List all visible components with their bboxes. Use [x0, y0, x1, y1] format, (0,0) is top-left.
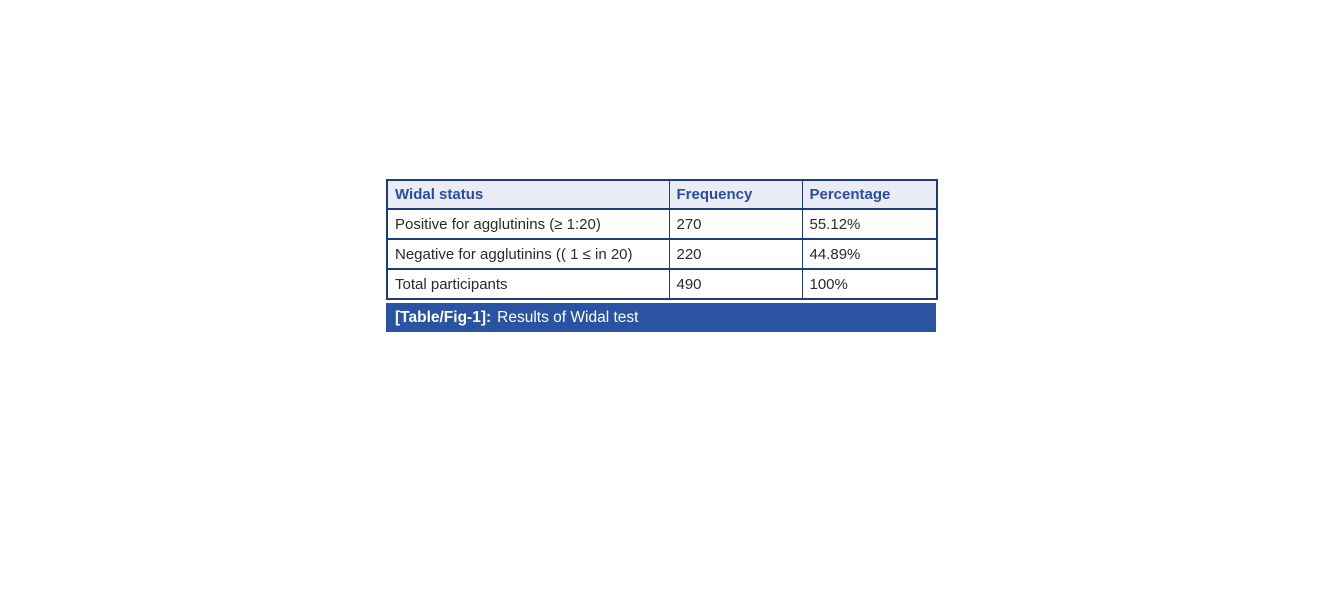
cell-percentage: 55.12%	[802, 209, 937, 239]
cell-status: Total participants	[387, 269, 669, 299]
cell-frequency: 490	[669, 269, 802, 299]
table-row	[387, 209, 937, 239]
widal-results-table	[386, 179, 938, 300]
caption-text: Results of Widal test	[497, 308, 639, 326]
table-header-row	[387, 180, 937, 209]
caption-label: [Table/Fig-1]:	[395, 308, 492, 326]
table-row	[387, 269, 937, 299]
column-header-widal-status: Widal status	[387, 180, 669, 209]
cell-percentage: 44.89%	[802, 239, 937, 269]
column-header-percentage: Percentage	[802, 180, 937, 209]
column-header-frequency: Frequency	[669, 180, 802, 209]
cell-percentage: 100%	[802, 269, 937, 299]
table-row	[387, 239, 937, 269]
table-figure	[386, 179, 936, 332]
cell-frequency: 270	[669, 209, 802, 239]
cell-status: Negative for agglutinins (( 1 ≤ in 20)	[387, 239, 669, 269]
table-caption	[386, 303, 936, 332]
cell-status: Positive for agglutinins (≥ 1:20)	[387, 209, 669, 239]
cell-frequency: 220	[669, 239, 802, 269]
